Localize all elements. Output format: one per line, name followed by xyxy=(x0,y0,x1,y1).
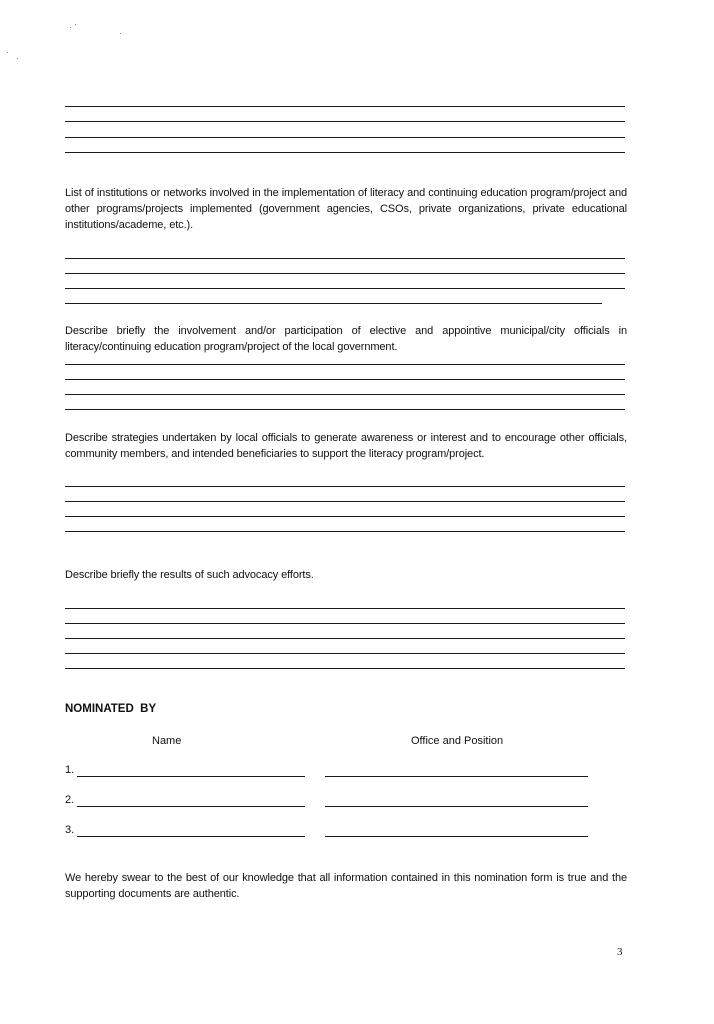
answer-line[interactable] xyxy=(65,409,625,410)
answer-line[interactable] xyxy=(65,531,625,532)
answer-line[interactable] xyxy=(65,501,625,502)
scan-speck xyxy=(70,27,71,28)
results-prompt: Describe briefly the results of such advocacy efforts. xyxy=(65,569,314,581)
nominated-by-heading: NOMINATED BY xyxy=(65,703,157,715)
answer-line[interactable] xyxy=(65,379,625,380)
scan-speck xyxy=(7,52,8,53)
row-number: 2. xyxy=(65,794,75,806)
answer-line[interactable] xyxy=(65,121,625,122)
answer-line[interactable] xyxy=(65,288,625,289)
strategies-prompt: Describe strategies undertaken by local officials to generate awareness or interest and to encourage other officials, community members, and intended beneficiaries to support the literacy program/project. xyxy=(65,432,627,460)
officials-prompt: Describe briefly the involvement and/or participation of elective and appointive municipal/city officials in literacy/continuing education program/project of the local government. xyxy=(65,325,627,353)
scan-speck xyxy=(120,33,121,34)
scan-speck xyxy=(75,24,76,25)
answer-line[interactable] xyxy=(65,364,625,365)
answer-line[interactable] xyxy=(65,516,625,517)
nominator-name-field[interactable] xyxy=(77,836,305,837)
answer-line[interactable] xyxy=(65,137,625,138)
nominator-office-field[interactable] xyxy=(325,836,588,837)
answer-line[interactable] xyxy=(65,486,625,487)
answer-line[interactable] xyxy=(65,273,625,274)
answer-line[interactable] xyxy=(65,668,625,669)
answer-line[interactable] xyxy=(65,653,625,654)
page-number: 3 xyxy=(617,946,623,958)
answer-line[interactable] xyxy=(65,638,625,639)
scan-speck xyxy=(17,58,18,59)
row-number: 3. xyxy=(65,824,75,836)
answer-line[interactable] xyxy=(65,258,625,259)
nominator-office-field[interactable] xyxy=(325,806,588,807)
answer-line[interactable] xyxy=(65,623,625,624)
row-number: 1. xyxy=(65,764,75,776)
office-column-header: Office and Position xyxy=(411,735,504,747)
answer-line[interactable] xyxy=(65,394,625,395)
nominator-name-field[interactable] xyxy=(77,776,305,777)
nominator-name-field[interactable] xyxy=(77,806,305,807)
answer-line[interactable] xyxy=(65,303,602,304)
institutions-prompt: List of institutions or networks involved in the implementation of literacy and continuing education program/project and other programs/projects implemented (government agencies, CSOs, private organizations, private educational institutions/academe, etc.). xyxy=(65,187,627,231)
declaration-text: We hereby swear to the best of our knowledge that all information contained in this nomination form is true and the supporting documents are authentic. xyxy=(65,872,627,900)
answer-line[interactable] xyxy=(65,152,625,153)
name-column-header: Name xyxy=(152,735,182,747)
answer-line[interactable] xyxy=(65,106,625,107)
nominator-office-field[interactable] xyxy=(325,776,588,777)
answer-line[interactable] xyxy=(65,608,625,609)
